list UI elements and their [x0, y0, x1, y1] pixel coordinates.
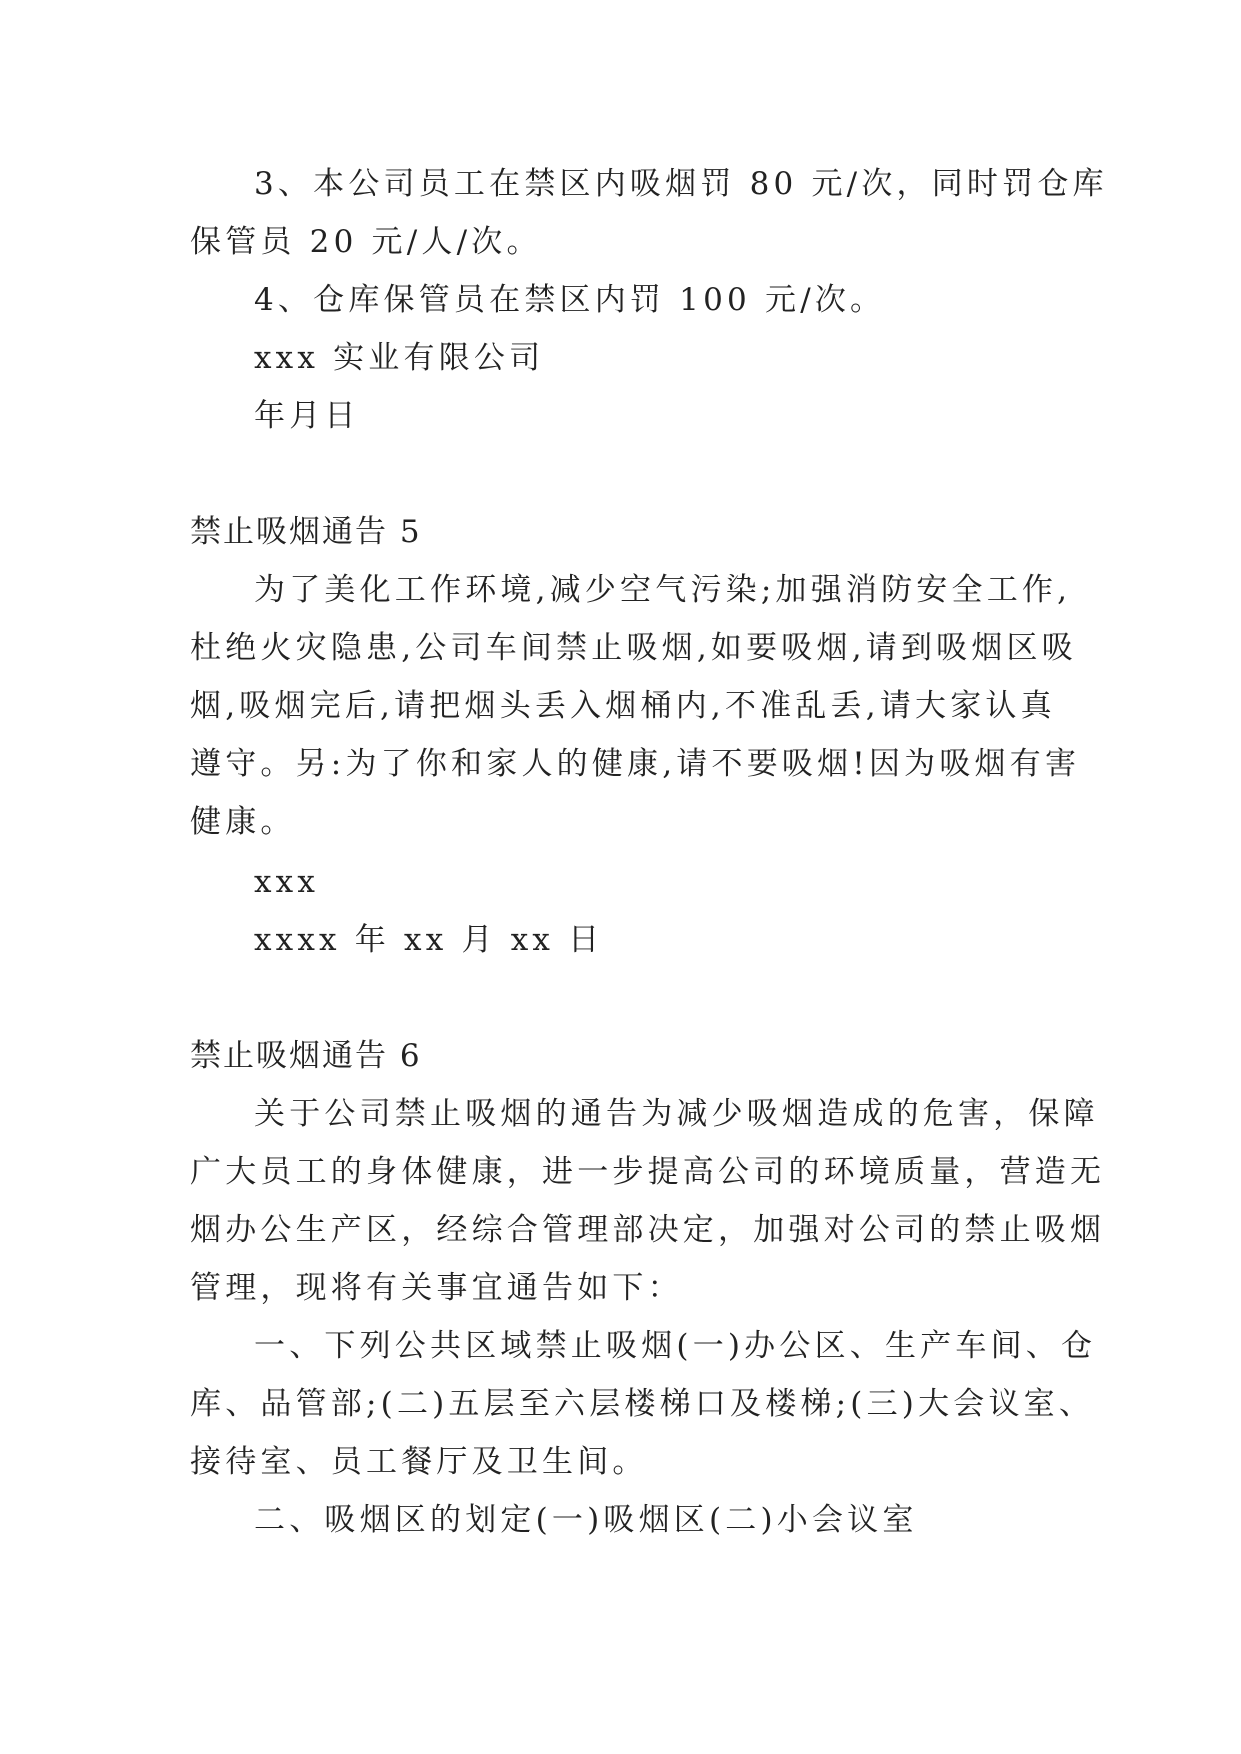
section-5-para-line: 烟,吸烟完后,请把烟头丢入烟桶内,不准乱丢,请大家认真	[190, 688, 1056, 724]
section-5-date: xxxx 年 xx 月 xx 日	[254, 922, 604, 958]
section-5-title: 禁止吸烟通告 5	[190, 514, 422, 550]
section-6-item-2: 二、吸烟区的划定(一)吸烟区(二)小会议室	[254, 1502, 918, 1538]
section-5-para-line: 遵守。另:为了你和家人的健康,请不要吸烟!因为吸烟有害	[190, 746, 1081, 782]
section-5-para-line: 为了美化工作环境,减少空气污染;加强消防安全工作,	[254, 572, 1072, 608]
rule-4: 4、仓库保管员在禁区内罚 100 元/次。	[254, 282, 886, 318]
rule-3-line-1: 3、本公司员工在禁区内吸烟罚 80 元/次，同时罚仓库	[254, 166, 1108, 202]
section-6-intro-line: 烟办公生产区，经综合管理部决定，加强对公司的禁止吸烟	[190, 1212, 1106, 1248]
section-5-para-line: 杜绝火灾隐患,公司车间禁止吸烟,如要吸烟,请到吸烟区吸	[190, 630, 1077, 666]
section-5-signature: xxx	[254, 864, 320, 900]
section-6-item-1-line: 接待室、员工餐厅及卫生间。	[190, 1444, 648, 1480]
signature-date: 年月日	[254, 398, 360, 434]
company-signature: xxx 实业有限公司	[254, 340, 545, 376]
section-6-intro-line: 广大员工的身体健康，进一步提高公司的环境质量，营造无	[190, 1154, 1106, 1190]
rule-3-line-2: 保管员 20 元/人/次。	[190, 224, 542, 260]
section-6-item-1-line: 库、品管部;(二)五层至六层楼梯口及楼梯;(三)大会议室、	[190, 1386, 1095, 1422]
section-6-item-1-line: 一、下列公共区域禁止吸烟(一)办公区、生产车间、仓	[254, 1328, 1097, 1364]
section-5-para-line: 健康。	[190, 804, 296, 840]
section-6-intro-line: 管理，现将有关事宜通告如下：	[190, 1270, 683, 1306]
section-6-intro-line: 关于公司禁止吸烟的通告为减少吸烟造成的危害，保障	[254, 1096, 1099, 1132]
section-6-title: 禁止吸烟通告 6	[190, 1038, 422, 1074]
